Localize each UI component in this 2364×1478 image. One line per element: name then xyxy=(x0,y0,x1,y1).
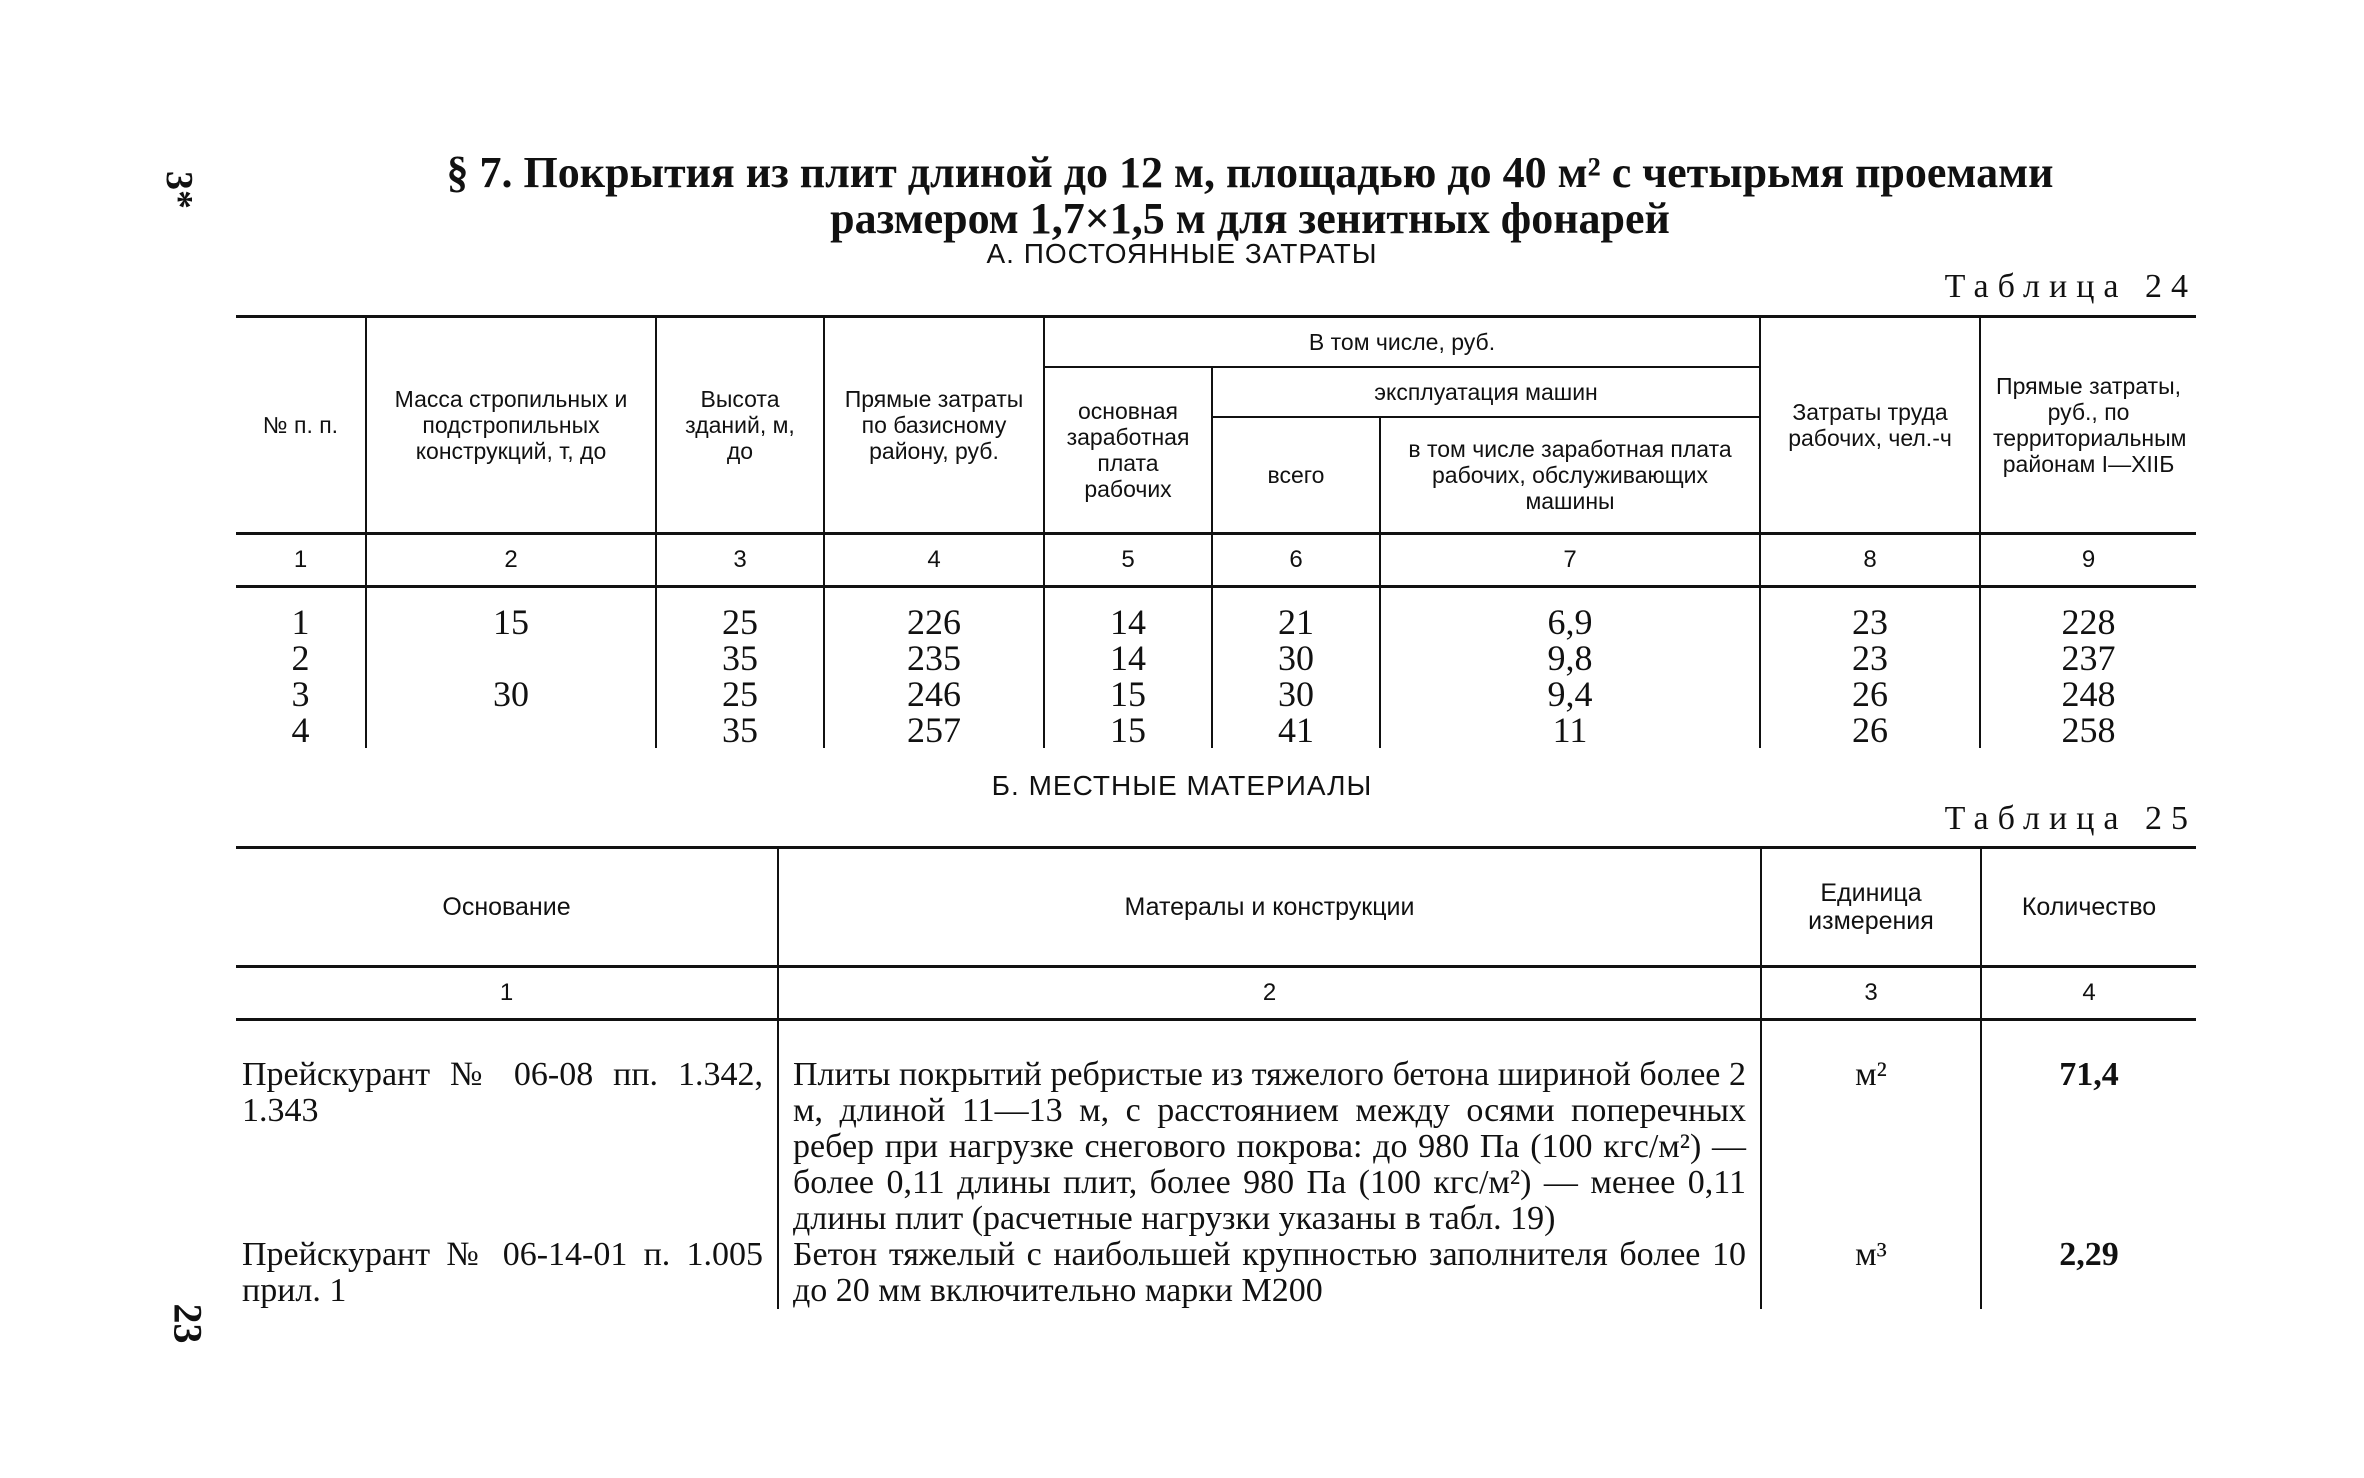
cell: 9,4 xyxy=(1380,676,1760,712)
column-number: 1 xyxy=(236,967,778,1020)
quantity-cell: 2,29 xyxy=(1981,1237,2196,1309)
column-number: 3 xyxy=(1761,967,1981,1020)
cell: 248 xyxy=(1980,676,2196,712)
col-header-direct-costs: Прямые затраты по базисному району, руб. xyxy=(824,317,1044,534)
cell: 1 xyxy=(291,602,310,642)
col-header-base-wage: основная заработная плата рабочих xyxy=(1044,367,1212,534)
cell: 228 xyxy=(1980,587,2196,641)
cell: 23 xyxy=(1760,640,1980,676)
column-number: 8 xyxy=(1760,534,1980,587)
column-number-row xyxy=(236,967,2196,1020)
table-row xyxy=(236,712,2196,748)
subsection-b-heading: Б. МЕСТНЫЕ МАТЕРИАЛЫ xyxy=(991,770,1373,801)
col-header-group-including: В том числе, руб. xyxy=(1044,317,1760,368)
table-25-label: Таблица 25 xyxy=(1944,800,2197,837)
cell: 21 xyxy=(1212,587,1380,641)
column-number: 1 xyxy=(236,534,366,587)
cell: 4 xyxy=(291,710,310,750)
col-header-labor: Затраты труда рабочих, чел.-ч xyxy=(1760,317,1980,534)
subsection-a-heading: А. ПОСТОЯННЫЕ ЗАТРАТЫ xyxy=(986,238,1378,269)
column-number: 2 xyxy=(778,967,1761,1020)
cell: 6,9 xyxy=(1380,587,1760,641)
column-number: 6 xyxy=(1212,534,1380,587)
table-24 xyxy=(236,315,2196,748)
column-number: 5 xyxy=(1044,534,1212,587)
cell: 15 xyxy=(366,587,656,641)
table-row xyxy=(236,587,2196,641)
cell: 30 xyxy=(366,676,656,712)
section-title-line-1: § 7. Покрытия из плит длиной до 12 м, площадью до 40 м² с четырьмя проемами xyxy=(446,148,2054,197)
cell xyxy=(366,712,656,748)
table-row xyxy=(236,640,2196,676)
column-number: 9 xyxy=(1980,534,2196,587)
col-header-territorial-costs: Прямые затраты, руб., по территориальным районам I—XIIБ xyxy=(1980,317,2196,534)
cell: 30 xyxy=(1212,640,1380,676)
column-number: 4 xyxy=(824,534,1044,587)
basis-cell: Прейскурант № 06-14-01 п. 1.005 прил. 1 xyxy=(242,1236,763,1309)
col-header-machines: эксплуатация машин xyxy=(1212,367,1760,417)
col-header-materials: Матерaлы и конструкции xyxy=(778,848,1761,967)
cell xyxy=(366,640,656,676)
column-number-row xyxy=(236,534,2196,587)
col-header-total: всего xyxy=(1212,417,1380,534)
cell: 235 xyxy=(824,640,1044,676)
cell: 35 xyxy=(656,712,824,748)
column-number: 3 xyxy=(656,534,824,587)
col-header-number: № п. п. xyxy=(236,317,366,534)
col-header-mass: Масса стропильных и подстропильных конструкций, т, до xyxy=(366,317,656,534)
cell: 15 xyxy=(1044,712,1212,748)
cell: 26 xyxy=(1760,712,1980,748)
margin-signature-mark: 3* xyxy=(158,171,200,209)
cell: 15 xyxy=(1044,676,1212,712)
unit-cell: м³ xyxy=(1761,1237,1981,1309)
cell: 14 xyxy=(1044,587,1212,641)
page-number: 23 xyxy=(165,1303,211,1344)
cell: 9,8 xyxy=(1380,640,1760,676)
cell: 14 xyxy=(1044,640,1212,676)
col-header-basis: Основание xyxy=(236,848,778,967)
table-row xyxy=(236,1237,2196,1309)
cell: 30 xyxy=(1212,676,1380,712)
col-header-unit: Единица измерения xyxy=(1761,848,1981,967)
unit-cell: м² xyxy=(1761,1020,1981,1238)
cell: 2 xyxy=(291,638,310,678)
cell: 3 xyxy=(291,674,310,714)
cell: 23 xyxy=(1760,587,1980,641)
quantity-cell: 71,4 xyxy=(1981,1020,2196,1238)
table-row xyxy=(236,676,2196,712)
table-24-label: Таблица 24 xyxy=(1944,268,2197,305)
col-header-height: Высота зданий, м, до xyxy=(656,317,824,534)
cell: 35 xyxy=(656,640,824,676)
cell: 246 xyxy=(824,676,1044,712)
cell: 41 xyxy=(1212,712,1380,748)
section-title xyxy=(330,150,2170,242)
material-cell: Плиты покрытий ребристые из тяжелого бетона шириной более 2 м, длиной 11—13 м, с расстоянием между осями поперечных ребер при нагрузке снегового покрова: до 980 Па (100 кгс/м²) — более 0,11 длины плит, более 980 Па (100 кгс/м²) — менее 0,11 длины плит (расчетные нагрузки указаны в табл. 19) xyxy=(778,1020,1761,1238)
cell: 237 xyxy=(1980,640,2196,676)
cell: 11 xyxy=(1380,712,1760,748)
table-row xyxy=(236,1020,2196,1238)
cell: 25 xyxy=(656,587,824,641)
cell: 257 xyxy=(824,712,1044,748)
col-header-quantity: Количество xyxy=(1981,848,2196,967)
cell: 258 xyxy=(1980,712,2196,748)
col-header-machine-wage: в том числе заработная плата рабочих, обслуживающих машины xyxy=(1380,417,1760,534)
material-cell: Бетон тяжелый с наибольшей крупностью заполнителя более 10 до 20 мм включительно марки М200 xyxy=(778,1237,1761,1309)
cell: 25 xyxy=(656,676,824,712)
cell: 26 xyxy=(1760,676,1980,712)
cell: 226 xyxy=(824,587,1044,641)
section-title-line-2: размером 1,7×1,5 м для зенитных фонарей xyxy=(830,194,1670,243)
basis-cell: Прейскурант № 06-08 пп. 1.342, 1.343 xyxy=(242,1056,763,1129)
column-number: 4 xyxy=(1981,967,2196,1020)
column-number: 2 xyxy=(366,534,656,587)
table-25 xyxy=(236,846,2196,1309)
column-number: 7 xyxy=(1380,534,1760,587)
